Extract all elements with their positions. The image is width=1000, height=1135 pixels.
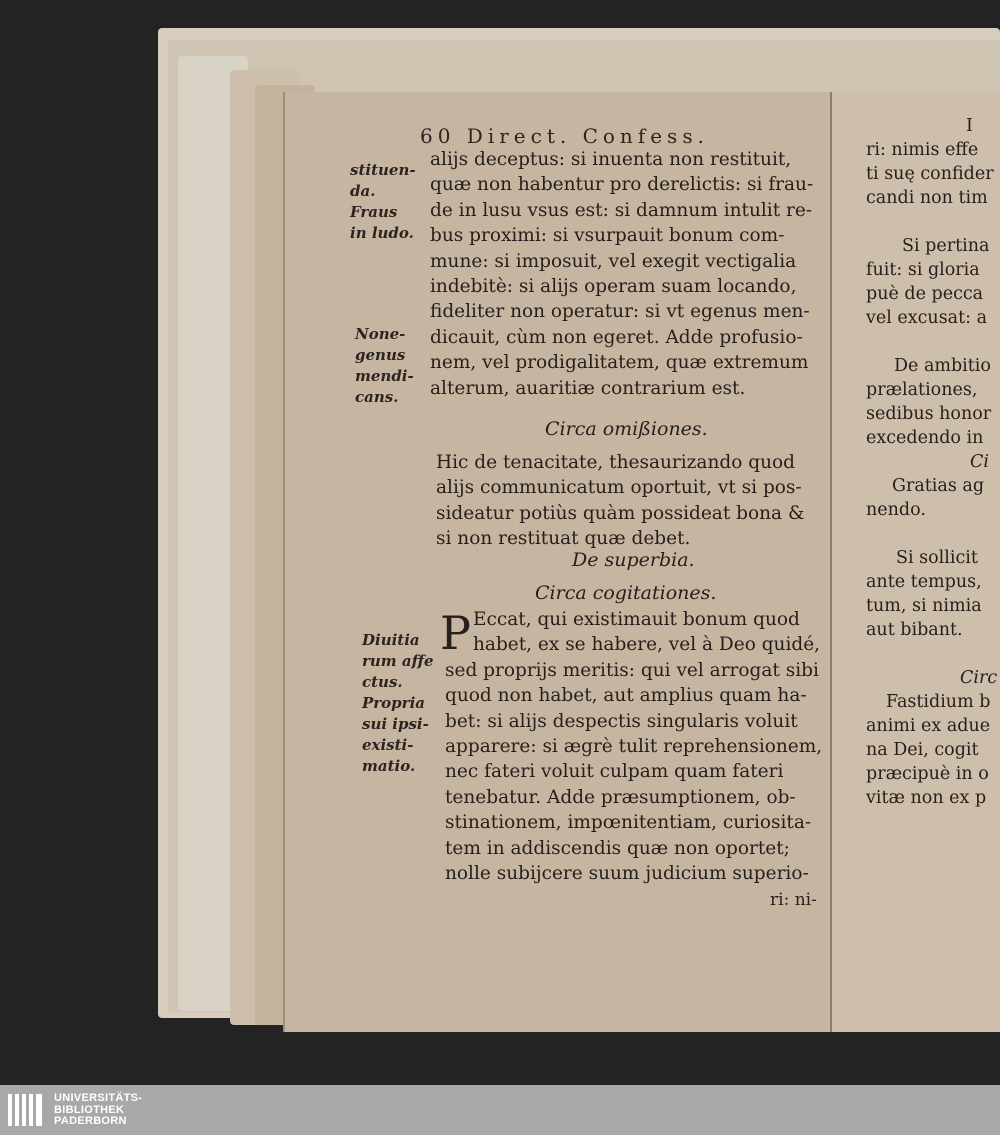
margin-note-line: matio. xyxy=(362,757,416,775)
margin-note-line: stituen- xyxy=(350,161,416,179)
margin-note-line: da. xyxy=(350,182,376,200)
text-line: nec fateri voluit culpam quam fateri xyxy=(445,761,784,783)
text-line: tum, si nimia xyxy=(866,596,982,616)
text-line: Si sollicit xyxy=(896,548,978,568)
catchword: ri: ni- xyxy=(770,890,817,910)
text-line: aut bibant. xyxy=(866,620,963,640)
text-line: de in lusu vsus est: si damnum intulit re- xyxy=(430,199,813,221)
margin-note-line: sui ipsi- xyxy=(362,715,429,733)
text-line: vitæ non ex p xyxy=(866,788,987,808)
text-line: prælationes, xyxy=(866,380,978,400)
text-line: præcipuè in o xyxy=(866,764,989,784)
heading-cogitationes: Circa cogitationes. xyxy=(535,582,717,604)
margin-note-line: rum affe xyxy=(362,652,434,670)
text-line: tem in addiscendis quæ non oportet; xyxy=(445,837,790,859)
text-line: Circ xyxy=(960,668,998,688)
text-line xyxy=(866,642,997,666)
text-line: Fastidium b xyxy=(886,692,991,712)
text-line: ri: nimis effe xyxy=(866,140,979,160)
text-line: apparere: si ægrè tulit reprehensionem, xyxy=(445,736,823,758)
text-line: bet: si alijs despectis singularis voluit xyxy=(445,710,798,732)
text-line: Eccat, qui existimauit bonum quod xyxy=(473,609,800,630)
text-line: excedendo in xyxy=(866,428,984,448)
margin-note-line: in ludo. xyxy=(350,224,414,242)
text-line: sed proprijs meritis: qui vel arrogat sibi xyxy=(445,659,819,681)
text-line: fideliter non operatur: si vt egenus men- xyxy=(430,301,810,323)
text-line: dicauit, cùm non egeret. Adde profusio- xyxy=(430,326,803,348)
text-line: sedibus honor xyxy=(866,404,992,424)
text-line: ante tempus, xyxy=(866,572,982,592)
text-line: fuit: si gloria xyxy=(866,260,980,280)
text-line: tenebatur. Adde præsumptionem, ob- xyxy=(445,786,796,808)
text-line: Ci xyxy=(970,452,989,472)
text-line: alijs deceptus: si inuenta non restituit, xyxy=(430,149,792,170)
margin-note-line: cans. xyxy=(355,388,399,406)
library-name-line: UNIVERSITÄTS- xyxy=(54,1092,143,1104)
heading-superbia: De superbia. xyxy=(572,549,695,571)
library-barcode-logo-icon xyxy=(8,1094,48,1126)
library-name-line: BIBLIOTHEK xyxy=(54,1103,125,1116)
text-line: Hic de tenacitate, thesaurizando quod xyxy=(436,452,795,473)
margin-note-line: mendi- xyxy=(355,367,414,385)
text-line: ti suę confider xyxy=(866,164,994,184)
text-line: sideatur potiùs quàm possideat bona & xyxy=(436,502,805,524)
text-line: stinationem, impœnitentiam, curiosita- xyxy=(445,812,812,834)
text-line: alijs communicatum oportuit, vt si pos- xyxy=(436,477,802,499)
text-line: De ambitio xyxy=(894,356,991,376)
text-line: si non restituat quæ debet. xyxy=(436,528,691,550)
text-line xyxy=(866,210,997,234)
margin-note-line: Propria xyxy=(362,694,425,712)
text-line xyxy=(866,330,997,354)
text-line: Si pertina xyxy=(902,236,990,256)
text-line: mune: si imposuit, vel exegit vectigalia xyxy=(430,250,797,272)
margin-note-line: genus xyxy=(355,346,406,364)
text-line: puè de pecca xyxy=(866,284,984,304)
text-line xyxy=(866,522,997,546)
text-line: Gratias ag xyxy=(892,476,985,496)
margin-note-line: existi- xyxy=(362,736,414,754)
margin-note-restituenda xyxy=(350,160,416,244)
text-line: I xyxy=(966,116,973,136)
text-line: habet, ex se habere, vel à Deo quidé, xyxy=(473,634,821,656)
text-line: bus proximi: si vsurpauit bonum com- xyxy=(430,225,785,247)
drop-cap: P xyxy=(440,606,471,660)
library-footer-bar xyxy=(0,1085,1000,1135)
running-head: 60 Direct. Confess. xyxy=(420,124,709,148)
text-line: candi non tim xyxy=(866,188,988,208)
text-line: indebitè: si alijs operam suam locando, xyxy=(430,276,797,298)
library-name xyxy=(54,1093,142,1128)
omissiones-paragraph xyxy=(436,450,804,552)
text-line: na Dei, cogit xyxy=(866,740,979,760)
superbia-paragraph xyxy=(445,607,822,886)
text-line: alterum, auaritiæ contrarium est. xyxy=(430,377,746,399)
margin-note-line: ctus. xyxy=(362,673,403,691)
library-name-line: PADERBORN xyxy=(54,1115,127,1127)
text-line: quod non habet, aut amplius quam ha- xyxy=(445,685,807,707)
text-line: nolle subijcere suum judicium superio- xyxy=(445,863,809,885)
margin-note-diuitiarum xyxy=(362,630,434,777)
text-line: quæ non habentur pro derelictis: si frau- xyxy=(430,174,814,196)
margin-note-non-egenus xyxy=(355,324,414,408)
right-page-text xyxy=(866,114,997,810)
text-line: nendo. xyxy=(866,500,926,520)
heading-omissiones: Circa omißiones. xyxy=(545,418,708,440)
text-line: animi ex adue xyxy=(866,716,991,736)
margin-note-line: Diuitia xyxy=(362,631,420,649)
text-line: nem, vel prodigalitatem, quæ extremum xyxy=(430,352,809,374)
margin-note-line: Fraus xyxy=(350,203,398,221)
main-paragraph xyxy=(430,147,813,401)
margin-note-line: None- xyxy=(355,325,406,343)
text-line: vel excusat: a xyxy=(866,308,988,328)
